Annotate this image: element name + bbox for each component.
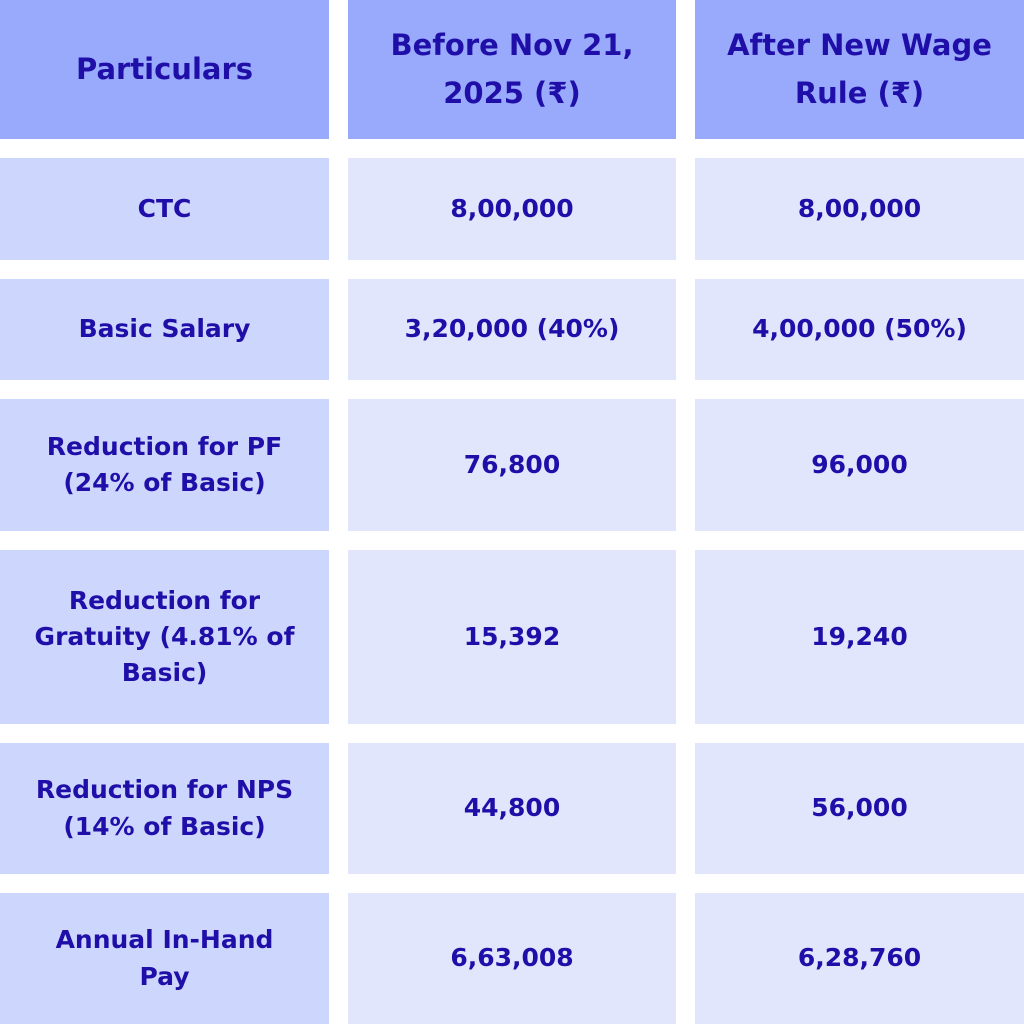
row-before-nps: 44,800 [348, 743, 676, 874]
row-label-nps: Reduction for NPS (14% of Basic) [0, 743, 329, 874]
row-label-ctc: CTC [0, 158, 329, 260]
header-before: Before Nov 21, 2025 (₹) [348, 0, 676, 139]
row-after-pf: 96,000 [695, 399, 1024, 531]
row-before-basic: 3,20,000 (40%) [348, 279, 676, 380]
row-before-ctc: 8,00,000 [348, 158, 676, 260]
row-label-pf: Reduction for PF (24% of Basic) [0, 399, 329, 531]
row-label-basic: Basic Salary [0, 279, 329, 380]
row-label-inhand: Annual In-Hand Pay [0, 893, 329, 1024]
header-after: After New Wage Rule (₹) [695, 0, 1024, 139]
row-before-pf: 76,800 [348, 399, 676, 531]
row-before-gratuity: 15,392 [348, 550, 676, 724]
row-after-gratuity: 19,240 [695, 550, 1024, 724]
row-before-inhand: 6,63,008 [348, 893, 676, 1024]
row-label-gratuity: Reduction for Gratuity (4.81% of Basic) [0, 550, 329, 724]
row-after-inhand: 6,28,760 [695, 893, 1024, 1024]
row-after-ctc: 8,00,000 [695, 158, 1024, 260]
row-after-nps: 56,000 [695, 743, 1024, 874]
header-particulars: Particulars [0, 0, 329, 139]
row-after-basic: 4,00,000 (50%) [695, 279, 1024, 380]
